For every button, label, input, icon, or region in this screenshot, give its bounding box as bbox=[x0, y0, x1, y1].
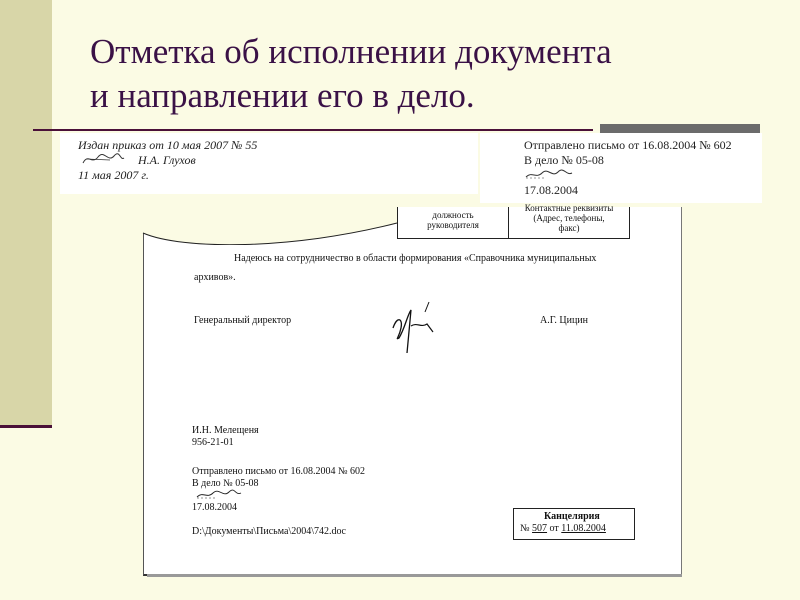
order-note-line3: 11 мая 2007 г. bbox=[78, 168, 149, 182]
signature-image bbox=[80, 151, 125, 167]
date-mark-line: 17.08.2004 bbox=[192, 502, 237, 513]
slide-title bbox=[90, 30, 612, 118]
order-note-line2: Н.А. Глухов bbox=[138, 153, 196, 167]
order-note-line1: Издан приказ от 10 мая 2007 № 55 bbox=[78, 138, 258, 152]
dispatch-note-line3: 17.08.2004 bbox=[524, 183, 578, 197]
stamp-from: от bbox=[549, 523, 559, 534]
executor-name: И.Н. Мелещеня bbox=[192, 425, 259, 436]
slide-title-line2: и направлении его в дело. bbox=[90, 76, 475, 115]
header-cell-position bbox=[397, 207, 509, 239]
header-cell-contacts bbox=[508, 203, 630, 239]
stamp-title: Канцелярия bbox=[544, 511, 600, 522]
signer-name: А.Г. Цицин bbox=[540, 315, 589, 326]
letter-body-line1: Надеюсь на сотрудничество в области формирования «Справочника муниципальных bbox=[234, 253, 597, 264]
case-mark-line: В дело № 05-08 bbox=[192, 478, 259, 489]
header-cell-position-top: должность bbox=[432, 210, 474, 220]
signature-image bbox=[524, 167, 574, 181]
registration-stamp bbox=[513, 508, 635, 540]
signer-position: Генеральный директор bbox=[194, 315, 292, 326]
header-cell-contacts-bottom: факс) bbox=[558, 223, 580, 233]
slide-title-line1: Отметка об исполнении документа bbox=[90, 32, 612, 71]
executor-phone: 956-21-01 bbox=[192, 437, 234, 448]
sidebar-accent-line bbox=[0, 425, 52, 428]
slide-sidebar-bar bbox=[0, 0, 52, 428]
dispatch-note-line1: Отправлено письмо от 16.08.2004 № 602 bbox=[524, 138, 732, 152]
header-cell-contacts-top: Контактные реквизиты bbox=[524, 203, 614, 213]
stamp-number: 507 bbox=[532, 523, 548, 534]
dispatch-note-line2: В дело № 05-08 bbox=[524, 153, 604, 167]
stamp-number-line bbox=[520, 523, 606, 534]
file-path: D:\Документы\Письма\2004\742.doc bbox=[192, 526, 346, 537]
letter-body-line2: архивов». bbox=[194, 272, 236, 283]
header-cell-position-bottom: руководителя bbox=[427, 220, 479, 230]
director-signature bbox=[385, 298, 437, 358]
stamp-date: 11.08.2004 bbox=[561, 523, 606, 534]
order-mark-example bbox=[60, 133, 478, 194]
sent-mark-line: Отправлено письмо от 16.08.2004 № 602 bbox=[192, 466, 366, 477]
title-divider bbox=[33, 129, 593, 131]
dispatch-mark-example bbox=[480, 133, 762, 203]
stamp-number-prefix: № bbox=[520, 523, 530, 534]
header-cell-contacts-mid: (Адрес, телефоны, bbox=[533, 213, 605, 223]
clerk-signature bbox=[195, 488, 243, 501]
document-shadow bbox=[147, 574, 682, 577]
